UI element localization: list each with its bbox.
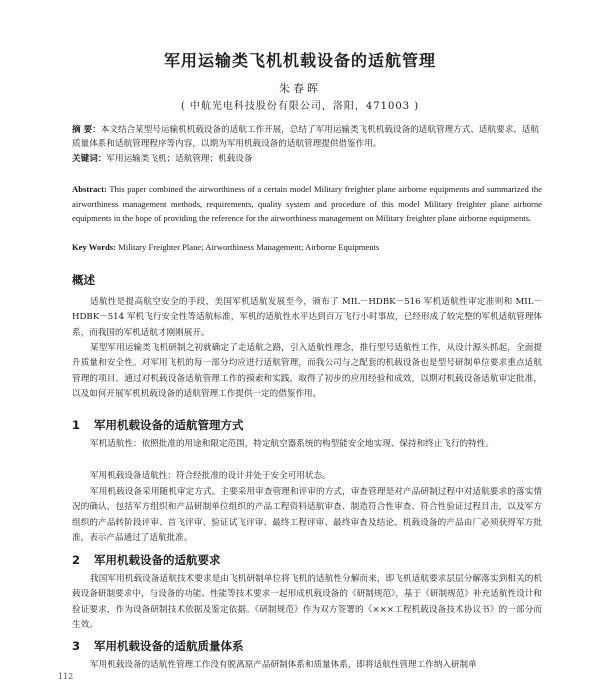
cn-keywords-text: 军用运输类飞机；适航管理；机载设备 [106, 154, 253, 164]
en-keywords-label: Key Words: [72, 242, 117, 252]
section-1-heading [72, 417, 244, 433]
overview-paragraph-1: 适航性是提高航空安全的手段，美国军机适航发展至今，颁布了 MIL－HDBK－516 军机适航性审定准则和 MIL－HDBK－514 军机飞行安全性等适航标准，军机的适航性水平达到百万飞行小时事故，已经形成了较完整的军机适航管理体系，而我国的军机适航才刚刚展开。 [72, 297, 542, 338]
paper-title: 军用运输类飞机机载设备的适航管理 [163, 51, 436, 70]
chinese-abstract [72, 123, 542, 151]
section-1-paragraph-2: 军用机载设备适航性：符合经批准的设计并处于安全可用状态。 [90, 471, 331, 481]
english-keywords [72, 240, 542, 254]
section-1-number: 1 [72, 418, 81, 432]
en-abstract-text: This paper combined the airworthiness of a certain model Military freighter plane airborne equipments and summarized the airworthiness management methods, requirements, quality system and procedure of this model Military freighter plane airborne equipments in the hope of providing the reference for the airworthiness management on Military freighter plane airborne equipments. [72, 184, 542, 224]
page-number: 112 [58, 672, 74, 681]
section-2-title: 军用机载设备的适航要求 [94, 553, 221, 567]
section-1-title: 军用机载设备的适航管理方式 [94, 418, 244, 432]
cn-abstract-label: 摘 要： [72, 125, 101, 135]
section-2-number: 2 [72, 553, 81, 567]
chinese-keywords [72, 152, 542, 166]
overview-paragraph-2: 某型军用运输类飞机研制之初就确定了走适航之路，引入适航性理念，推行型号适航性工作，从设计源头抓起，全面提升质量和安全性。对军用飞机的每一部分均应进行适航管理，而我公司与之配套的机载设备也是型号研制单位要求重点适航管理的项目。通过对机载设备适航管理工作的摸索和实践，取得了初步的应用经验和成效，以期对机载设备适航审定批准，以及如何开展军机机载设备的适航管理工作提供一定的借鉴作用。 [72, 343, 542, 399]
section-3-heading [72, 638, 244, 654]
author-name: 朱春晖 [279, 82, 321, 95]
english-abstract [72, 182, 542, 226]
section-3-title: 军用机载设备的适航质量体系 [94, 639, 244, 653]
section-3-number: 3 [72, 639, 81, 653]
en-abstract-label: Abstract: [72, 184, 107, 194]
cn-keywords-label: 关键词： [72, 154, 107, 164]
author-affiliation: ( 中航光电科技股份有限公司，洛阳，471003 ) [180, 101, 420, 112]
section-1-paragraph-3: 军用机载设备采用随机审定方式。主要采用审查管理和评审的方式，审查管理是对产品研制过程中对适航要求的落实情况的确认，包括军方组织和产品研制单位组织的产品工程资料适航审查、制造符合性审查、符合性验证过程目击，以及军方组织的产品转阶段评审、首飞评审、验证试飞评审、最终工程评审、最终审查及结论。机载设备的产品由厂必须获得军方批准，表示产品通过了适航批准。 [72, 487, 542, 543]
cn-abstract-text: 本文结合某型号运输机机载设备的适航工作开展，总结了军用运输类飞机机载设备的适航管理方式、适航要求、适航质量体系和适航管理程序等内容，以期为军用机载设备的适航管理提供借鉴作用。 [72, 125, 540, 149]
overview-heading: 概述 [72, 273, 95, 287]
section-1-paragraph-1: 军机适航性：依照批准的用途和限定范围，特定航空器系统的构型能安全地实现、保持和终止飞行的特性。 [90, 439, 494, 449]
section-2-heading [72, 552, 221, 568]
en-keywords-text: Military Freighter Plane; Airworthiness Management; Airborne Equipments [118, 242, 380, 252]
section-2-paragraph-1: 我国军用机载设备适航技术要求是由飞机研制单位将飞机的适航性分解而来，即飞机适航要求层层分解落实到相关的机载设备研制要求中，与设备的功能、性能等技术要求一起形成机载设备的《研制规范》，基于《研制规范》补充适航性设计和验证要求，作为设备研制技术依据及鉴定依据。《研制规范》作为双方签署的《×××工程机载设备技术协议书》的一部分而生效。 [72, 574, 542, 630]
section-3-paragraph-1: 军用机载设备的适航性管理工作没有脱离原产品研制体系和质量体系，即将适航性管理工作纳入研制单 [90, 660, 477, 670]
